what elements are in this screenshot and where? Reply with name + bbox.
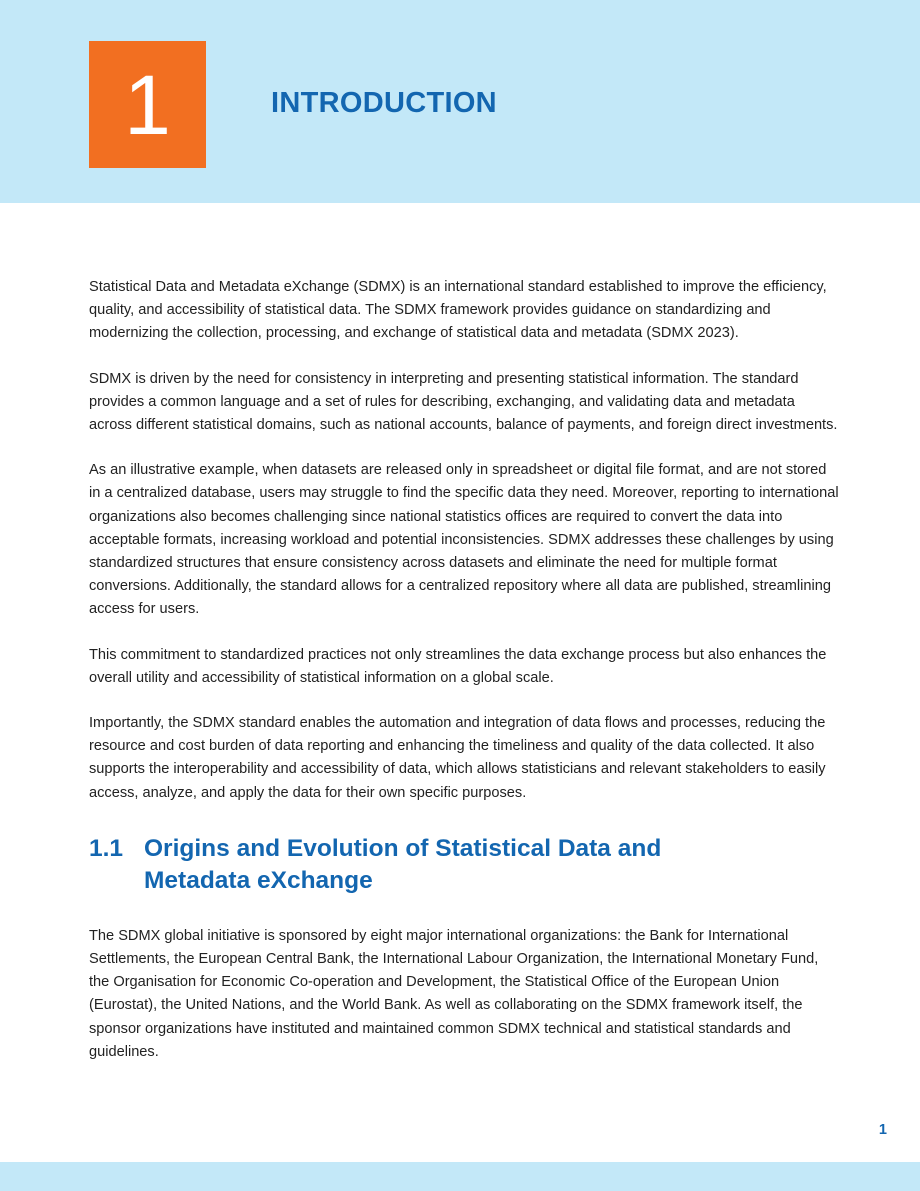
- paragraph: Importantly, the SDMX standard enables the automation and integration of data flows and processes, reducing the resource and cost burden of data reporting and enhancing the timeliness and quality of the data collected. It also supports the interoperability and accessibility of data, which allows statisticians and relevant stakeholders to easily access, analyze, and apply the data for their own specific purposes.: [89, 715, 826, 801]
- paragraph: SDMX is driven by the need for consistency in interpreting and presenting statistical information. The standard provides a common language and a set of rules for describing, exchanging, and validating data and metadata across different statistical domains, such as national accounts, balance of payments, and foreign direct investments.: [89, 370, 838, 434]
- chapter-number: 1: [124, 57, 171, 152]
- paragraph: This commitment to standardized practices not only streamlines the data exchange process but also enhances the overall utility and accessibility of statistical information on a global scale.: [89, 646, 827, 686]
- main-content: [89, 276, 839, 1086]
- chapter-title: INTRODUCTION: [271, 87, 497, 119]
- section-heading: [89, 833, 839, 897]
- section-number: 1.1: [89, 834, 124, 862]
- section-paragraph: The SDMX global initiative is sponsored by eight major international organizations: the Bank for International Settlements, the European Central Bank, the International Labour Organization, the International Monetary Fund, the Organisation for Economic Co-operation and Development, the Statistical Office of the European Union (Eurostat), the United Nations, and the World Bank. As well as collaborating on the SDMX framework itself, the sponsor organizations have instituted and maintained common SDMX technical and statistical standards and guidelines.: [89, 927, 819, 1060]
- paragraph: As an illustrative example, when datasets are released only in spreadsheet or digital file format, and are not stored in a centralized database, users may struggle to find the specific data they need. Moreover, reporting to international organizations also becomes challenging since national statistics offices are required to convert the data into acceptable formats, increasing workload and potential inconsistencies. SDMX addresses these challenges by using standardized structures that ensure consistency across datasets and eliminate the need for multiple format conversions. Additionally, the standard allows for a centralized repository where all data are published, streamlining access for users.: [89, 462, 839, 618]
- footer-band: [0, 1162, 920, 1191]
- chapter-number-box: [89, 41, 206, 168]
- paragraph: Statistical Data and Metadata eXchange (SDMX) is an international standard established to improve the efficiency, quality, and accessibility of statistical data. The SDMX framework provides guidance on standardizing and modernizing the collection, processing, and exchange of statistical data and metadata (SDMX 2023).: [89, 279, 827, 342]
- page-number: 1: [878, 1122, 887, 1138]
- section-title: Origins and Evolution of Statistical Data and Metadata eXchange: [144, 834, 662, 894]
